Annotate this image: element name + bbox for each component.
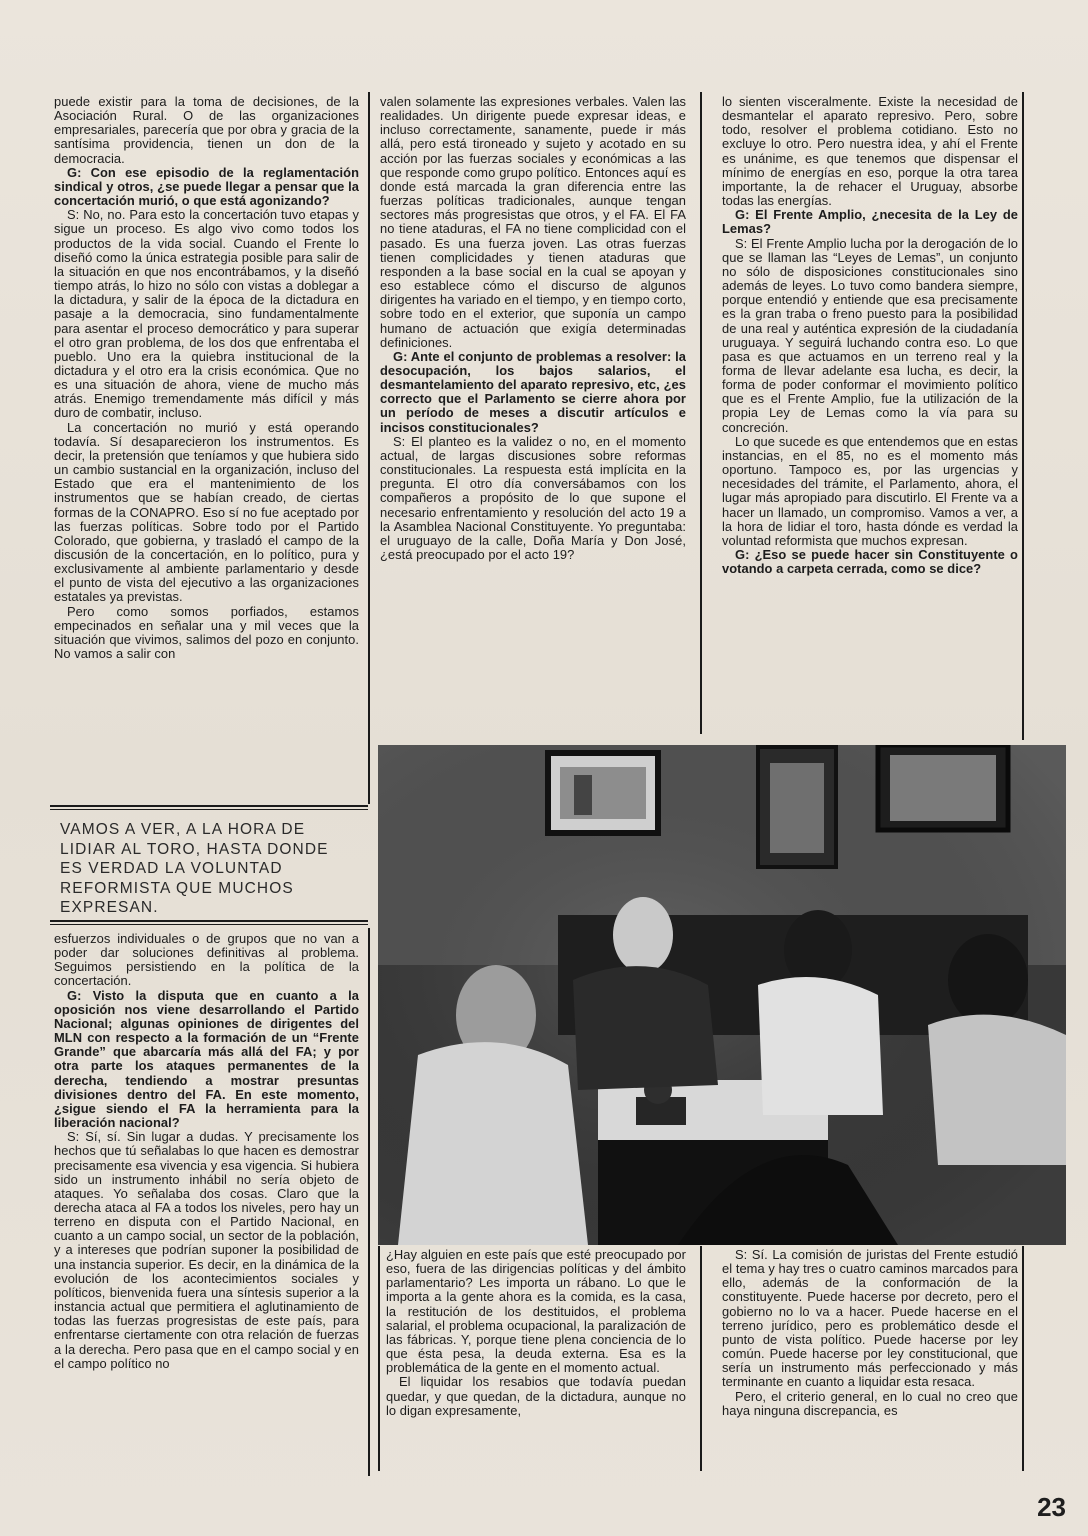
pull-quote: [52, 820, 358, 918]
paragraph-col1_bottom-0: esfuerzos individuales o de grupos que no van a poder dar soluciones definitivas al problema. Seguimos persistiendo en la política de la concertación.: [54, 932, 359, 989]
photo-scene: [378, 745, 1066, 1245]
paragraph-col3_bottom-0: S: Sí. La comisión de juristas del Frente estudió el tema y hay tres o cuatro caminos marcados para ello, además de la conformación de la constituyente. Puede hacerse por decreto, pero el gobierno no lo va a hacer. Puede hacerse en el terreno jurídico, pero es problemático desde el punto de vista político. Puede hacerse por ley común. Puede hacerse por ley constitucional, que sería un instrumento más perfeccionado y más terminante en cuanto a liquidar esta resaca.: [722, 1248, 1018, 1390]
question-col1_bottom-1: G: Visto la disputa que en cuanto a la oposición nos viene desarrollando el Partido Nacional; algunas opiniones de dirigentes del MLN con respecto a la formación de un “Frente Grande” que abarcaría más allá del FA; y por otra parte los ataques permanentes de la derecha, tendiendo a mostrar presuntas divisiones dentro del FA. En este momento, ¿sigue siendo el FA la herramienta para la liberación nacional?: [54, 987, 359, 1131]
column-rule-1a: [368, 92, 370, 804]
question-col2_top-1: G: Ante el conjunto de problemas a resolver: la desocupación, los bajos salarios, el desmantelamiento del aparato represivo, etc, ¿es correcto que el Parlamento se cierre ahora por un período de meses a discutir artículos e incisos constitucionales?: [380, 348, 686, 435]
column-2-bottom: [386, 1248, 686, 1470]
pull-quote-top-rule: [50, 805, 368, 807]
paragraph-col1_top-3: La concertación no murió y está operando todavía. Sí desaparecieron los instrumentos. Es decir, la pretensión que teníamos y que hubiera sido un cambio sustancial en la organización, incluso del Estado que era el mantenimiento de los instrumentos que se habían creado, de ciertas formas de la CONAPRO. Eso sí no fue aceptado por las fuerzas políticas. Sobre todo por el Partido Colorado, que gobierna, y trasladó el campo de la discusión de la concertación, en lo político, pura y exclusivamente al ambiente parlamentario y desde el punto de vista del ejecutivo a las organizaciones estatales ya previstas.: [54, 419, 359, 605]
column-1-top: [54, 95, 359, 803]
pull-quote-line: LIDIAR AL TORO, HASTA DONDE: [60, 840, 329, 858]
page-number: 23: [1037, 1492, 1066, 1522]
column-rule-1b: [368, 928, 370, 1476]
column-2-top: [380, 95, 686, 720]
meeting-photograph: [378, 745, 1066, 1245]
column-1-bottom: [54, 932, 359, 1480]
pull-quote-bottom-rule-2: [50, 924, 368, 925]
paragraph-col1_top-0: puede existir para la toma de decisiones, de la Asociación Rural. O de las organizaciones empresariales, parecería que por obra y gracia de la santísima providencia, tienen un don de la democracia.: [54, 95, 359, 166]
pull-quote-top-rule-2: [50, 809, 368, 810]
column-3-top: [722, 95, 1018, 720]
paragraph-col2_top-0: valen solamente las expresiones verbales. Valen las realidades. Un dirigente puede expresar ideas, e incluso correctamente, sanamente, puede ir más allá, pero está tironeado y sujeto y acotado en su acción por las fuerzas sociales y económicas a las que responde como grupo político. Entonces aquí es donde está marcada la gran diferencia entre las fuerzas políticas tradicionales, aunque tengan sectores más progresistas que otros, y el FA. El FA no tiene ataduras, el FA no tiene complicidad con el pasado. Es una fuerza joven. Las otras fuerzas tienen complicidades y tienen ataduras que responden a la base social en la cual se apoyan y eso establece cómo el discurso de algunos dirigentes ha variado en el tiempo, y en tiempo corto, sobre todo en el exterior, que suponía un campo humano de actuación que exigía determinadas definiciones.: [380, 95, 686, 350]
question-col3_top-1: G: El Frente Amplio, ¿necesita de la Ley de Lemas?: [722, 207, 1018, 237]
pull-quote-line: REFORMISTA QUE MUCHOS: [60, 879, 294, 897]
pull-quote-bottom-rule: [50, 920, 368, 922]
question-col1_top-1: G: Con ese episodio de la reglamentación sindical y otros, ¿se puede llegar a pensar que la concertación murió, o que está agonizando?: [54, 164, 359, 209]
paragraph-col3_top-0: lo sienten visceralmente. Existe la necesidad de desmantelar el aparato represivo. Pero, sobre todo, resolver el problema cotidiano. Esto no excluye lo otro. Pero nuestra idea, y ahí el Frente es unánime, es que tenemos que dispensar el mínimo de energías en eso, porque la otra tarea importante, la de rehacer el Uruguay, absorbe todas las energías.: [722, 95, 1018, 209]
pull-quote-line: ES VERDAD LA VOLUNTAD: [60, 860, 283, 878]
pull-quote-line: VAMOS A VER, A LA HORA DE: [60, 821, 306, 838]
paragraph-col2_bottom-0: ¿Hay alguien en este país que esté preocupado por eso, fuera de las dirigencias políticas y del ámbito parlamentario? Les importa un rábano. Lo que le importa a la gente ahora es la comida, es la casa, la restitución de los destituidos, el problema salarial, el problema ocupacional, la paralización de las fábricas. Y, porque tiene plena conciencia de lo que ésta pesa, la deuda externa. Esa es la problemática de la gente en el momento actual.: [386, 1248, 686, 1376]
column-rule-3b: [1022, 1246, 1024, 1471]
paragraph-col2_top-2: S: El planteo es la validez o no, en el momento actual, de largas discusiones sobre reformas constitucionales. La respuesta está implícita en la pregunta. El otro día conversábamos con los compañeros a propósito de lo que supone el necesario enfrentamiento y resolución del acto 19 a la Asamblea Nacional Constituyente. Yo preguntaba: el uruguayo de la calle, Doña María y Don José, ¿está preocupado por el acto 19?: [380, 433, 686, 562]
paragraph-col3_top-2: S: El Frente Amplio lucha por la derogación de lo que se llaman las “Leyes de Lemas”, un conjunto no sólo de disposiciones constitucionales sino además de leyes. Lo tuvo como bandera siempre, porque entendió y entiende que esa precisamente es la gran traba o freno puesto para la posibilidad de una real y auténtica expresión de la ciudadanía uruguaya. Y seguirá luchando contra eso. Lo que pasa es que actuamos en un terreno real y la forma de llevar adelante esa lucha, es decir, la forma de poder conformar el movimiento político que es el Frente Amplio, fue la utilización de la propia Ley de Lemas como la vía para su concreción.: [722, 235, 1018, 435]
paragraph-col1_bottom-2: S: Sí, sí. Sin lugar a dudas. Y precisamente los hechos que tú señalabas lo que hacen es demostrar precisamente esa vivencia y esa vigencia. Si hubiera sido un instrumento inhábil no sería objeto de ataques. Yo señalaba dos cosas. Claro que la derecha ataca al FA a todos los niveles, pero hay un terreno en disputa con el Partido Nacional, en cuanto a un campo social, un sector de la población, y a intereses que podrían suponer la posibilidad de una instancia superior. Es decir, en la dinámica de la evolución de los acontecimientos sociales y políticos, bienvenida fuera una síntesis superior a la instancia actual que permitiera el aglutinamiento de todas las fuerzas progresistas de este país, para enfrentarse ciertamente con otra relación de fuerzas a la derecha. Pero pasa que en el campo social y en el campo político no: [54, 1129, 359, 1371]
paragraph-col1_top-4: Pero como somos porfiados, estamos empecinados en señalar una y mil veces que la situación que vivimos, salimos del pozo en conjunto. No vamos a salir con: [54, 603, 359, 662]
paragraph-col3_bottom-1: Pero, el criterio general, en lo cual no creo que haya ninguna discrepancia, es: [722, 1388, 1018, 1418]
paragraph-col1_top-2: S: No, no. Para esto la concertación tuvo etapas y sigue un proceso. Es algo vivo como todos los productos de la vida social. Cuando el Frente lo diseñó como la única estrategia posible para salir de la situación en que nos encontrábamos, y la diseñó tiempo atrás, lo hizo no sólo con vistas a doblegar a la dictadura, y salir de la época de la dictadura en pasaje a la democracia, sino fundamentalmente para asentar el proceso democrático y para superar el otro gran problema, de los dos que enfrentaba el pueblo. Uno era la quiebra institucional de la dictadura y el otro era la crisis económica. Que no es una situación de ahora, viene de mucho más atrás. Enemigo tremendamente más difícil y más duro de combatir, incluso.: [54, 207, 359, 421]
pull-quote-line: EXPRESAN.: [60, 899, 159, 917]
column-rule-3: [1022, 92, 1024, 740]
column-2-bottom-top-rule: [378, 1246, 380, 1471]
paragraph-col3_top-3: Lo que sucede es que entendemos que en estas instancias, en el 85, no es el momento más oportuno. Tampoco es, por las urgencias y necesidades del trámite, el Parlamento, ahora, el lugar más apropiado para discutirlo. El Frente va a hacer un llamado, un compromiso. Vamos a ver, a la hora de lidiar el toro, hasta dónde es verdad la voluntad reformista que muchos expresan.: [722, 433, 1018, 548]
question-col3_top-4: G: ¿Eso se puede hacer sin Constituyente o votando a carpeta cerrada, como se dice?: [722, 547, 1018, 577]
column-rule-2: [700, 92, 702, 734]
column-3-bottom: [722, 1248, 1018, 1470]
paragraph-col2_bottom-1: El liquidar los resabios que todavía puedan quedar, y que quedan, de la dictadura, aunque no lo digan expresamente,: [386, 1374, 686, 1418]
column-rule-2b: [700, 1246, 702, 1471]
